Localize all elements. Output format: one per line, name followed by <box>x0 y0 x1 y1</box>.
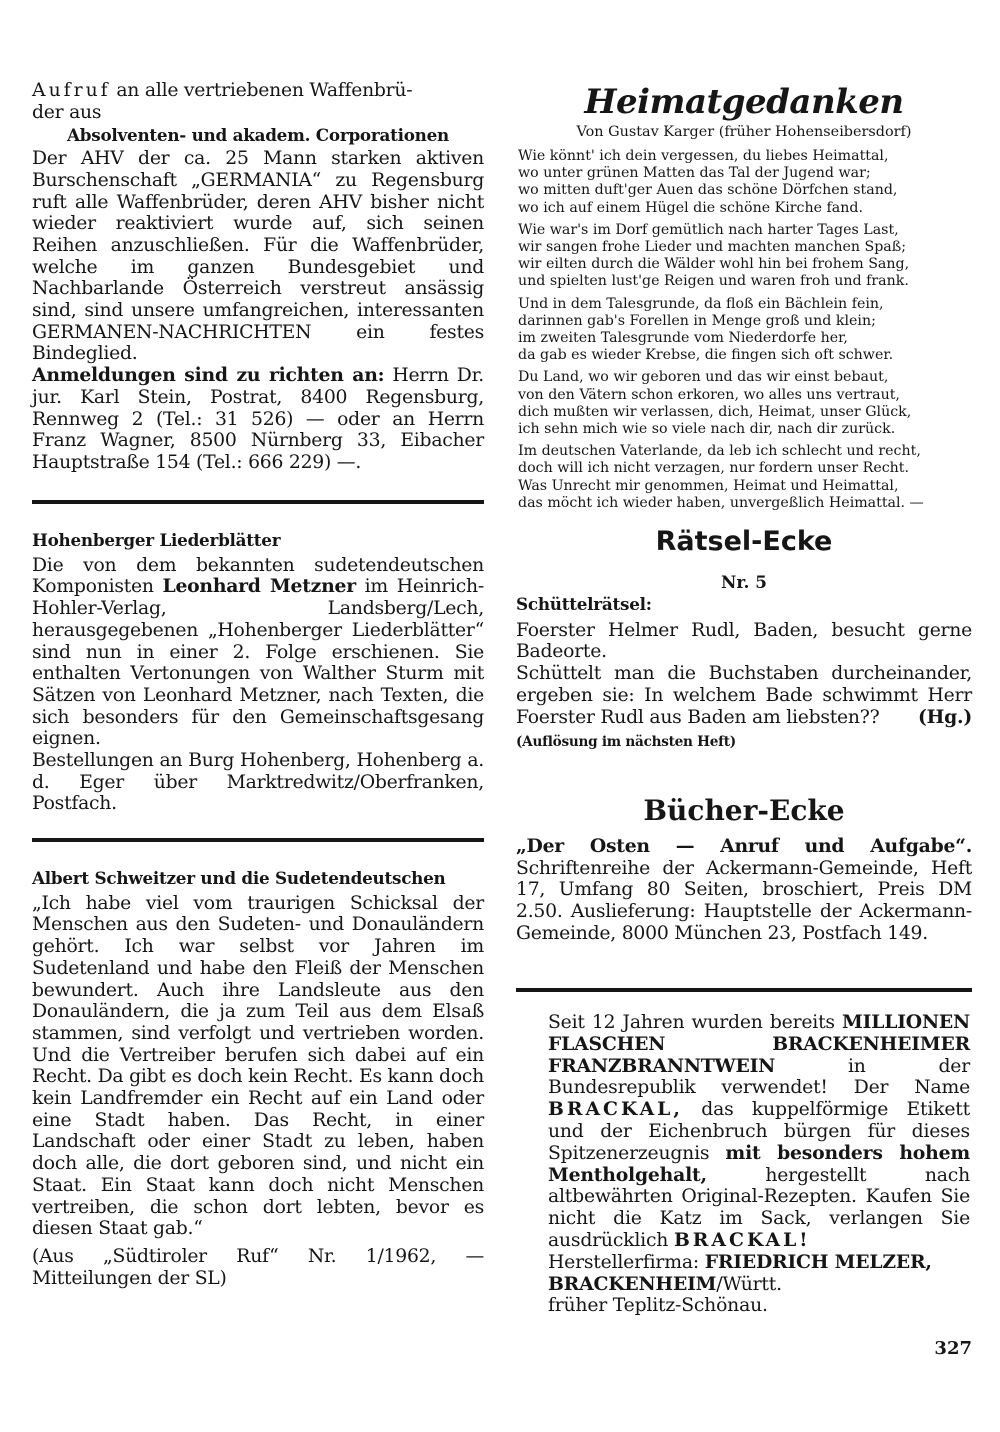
poem-line: wo ich auf einem Hügel die schöne Kirche fand. <box>518 199 863 216</box>
poem-line: ich sehn mich wie so viele nach dir, nach dir zurück. <box>518 421 896 438</box>
ad-brand-call: BRACKAL! <box>673 1228 811 1251</box>
schweitzer-article <box>32 868 484 1289</box>
brackal-advertisement <box>548 1012 970 1317</box>
poem-line: von den Vätern schon erkoren, wo alles uns vertraut, <box>518 386 900 403</box>
poem-line: im zweiten Talesgrunde vom Niederdorfe her, <box>518 330 848 347</box>
poem-body <box>518 148 972 517</box>
ad-text-2: in der Bundesrepublik verwendet! Der Name <box>548 1055 970 1099</box>
aufruf-lead: Aufruf <box>32 80 111 101</box>
poem-title: Heimatgedanken <box>584 82 904 122</box>
ad-product-name: MILLIONEN FLASCHEN BRACKENHEIMER FRANZBRANNTWEIN <box>548 1011 970 1077</box>
raetsel-solution: (Auflösung im nächsten Heft) <box>516 734 736 751</box>
poem-line: darinnen gab's Forellen in Menge groß und klein; <box>518 312 876 329</box>
schweitzer-quote: „Ich habe viel vom traurigen Schicksal der Menschen aus den Sudeten- und Donauländern gehört. Ich war selbst vor Jahren im Sudetenland und habe den Fleiß der Menschen bewundert. Auch ihre Landsleute aus den Donauländern, die ja zum Teil aus dem Elsaß stammen, sind verfolgt und vertrieben worden. Und die Vertreiber berufen sich dabei auf ein Recht. Da gibt es doch kein Recht. Es kann doch kein Landfremder ein Recht auf ein Land oder eine Stadt haben. Das Recht, in einer Landschaft oder einer Stadt zu leben, haben doch alle, die dort geboren sind, und nicht ein Staat. Ein Staat kann doch nicht Menschen vertreiben, die schon dort lebten, bevor es diesen Staat gab.“ <box>32 892 484 1240</box>
poem-line: Und in dem Talesgrunde, da floß ein Bächlein fein, <box>518 295 884 312</box>
ad-former-location: früher Teplitz-Schönau. <box>548 1295 768 1317</box>
book-description: Schriftenreihe der Ackermann-Gemeinde, Heft 17, Umfang 80 Seiten, broschiert, Preis DM 2.50. Auslieferung: Hauptstelle der Ackermann-Gemeinde, 8000 München 23, Postfach 149. <box>516 857 972 944</box>
aufruf-contact-text: Herrn Dr. jur. Karl Stein, Postrat, 8400 Regensburg, Rennweg 2 (Tel.: 31 526) — oder an Herrn Franz Wagner, 8500 Nürnberg 33, Eibacher Hauptstraße 154 (Tel.: 666 229) —. <box>32 365 484 473</box>
poem-line: wir sangen frohe Lieder und machten manchen Spaß; <box>518 239 907 256</box>
ad-maker-label: Herstellerfirma: <box>548 1251 705 1273</box>
lieder-order: Bestellungen an Burg Hohenberg, Hohenberg a. d. Eger über Marktredwitz/Oberfranken, Postfach. <box>32 750 484 815</box>
lieder-text-pre: Die von dem bekannten sudetendeutschen Komponisten <box>32 554 484 598</box>
raetsel-sign: (Hg.) <box>918 705 972 728</box>
poem-line: wo mitten duft'ger Auen das schöne Dörfchen stand, <box>518 182 898 199</box>
divider-rule <box>516 988 972 992</box>
poem-author: Von Gustav Karger (früher Hohenseibersdorf) <box>576 124 912 140</box>
lieder-composer: Leonhard Metzner <box>162 575 356 598</box>
poem-line: dich mußten wir verlassen, dich, Heimat, unser Glück, <box>518 403 912 420</box>
poem-line: und spielten lust'ge Reigen und waren froh und frank. <box>518 273 909 290</box>
poem-line: Im deutschen Vaterlande, da leb ich schlecht und recht, <box>518 443 921 460</box>
ad-text-1: Seit 12 Jahren wurden bereits <box>548 1012 843 1033</box>
lieder-heading: Hohenberger Liederblätter <box>32 530 281 550</box>
poem-stanza <box>518 369 972 438</box>
poem-line: das möcht ich wieder haben, unvergeßlich Heimattal. — <box>518 494 924 511</box>
aufruf-article <box>32 80 484 474</box>
lieder-article <box>32 530 484 815</box>
ad-text-3: das kuppelförmige Etikett und der Eichenbruch bürgen für dieses Spitzenerzeugnis <box>548 1099 970 1164</box>
ad-maker-name: FRIEDRICH MELZER, BRACKENHEIM <box>548 1250 932 1295</box>
raetsel-article <box>516 594 972 751</box>
poem-stanza <box>518 222 972 291</box>
ad-maker-location: /Württ. <box>716 1273 782 1295</box>
ad-text-4: hergestellt nach altbewährten Original-Rezepten. Kaufen Sie nicht die Katz im Sack, verlangen Sie ausdrücklich <box>548 1164 970 1251</box>
ad-menthol-claim: mit besonders hohem Mentholgehalt, <box>548 1141 970 1186</box>
page-number: 327 <box>934 1338 972 1359</box>
book-title: „Der Osten — Anruf und Aufgabe“. <box>516 835 972 857</box>
poem-line: wir eilten durch die Wälder wohl hin bei frohem Sang, <box>518 256 910 273</box>
divider-rule <box>32 838 484 842</box>
poem-line: doch will ich nicht verzagen, nur fordern unser Recht. <box>518 460 910 477</box>
poem-stanza <box>518 443 972 512</box>
schweitzer-source: (Aus „Südtiroler Ruf“ Nr. 1/1962, — Mitteilungen der SL) <box>32 1245 484 1289</box>
poem-stanza <box>518 296 972 365</box>
aufruf-contact-label: Anmeldungen sind zu richten an: <box>32 364 385 387</box>
ad-brand-name: BRACKAL, <box>548 1098 683 1121</box>
buecher-title: Bücher-Ecke <box>643 794 845 827</box>
poem-line: wo unter grünen Matten das Tal der Jugend war; <box>518 165 871 182</box>
buecher-article <box>516 836 972 945</box>
poem-line: Was Unrecht mir genommen, Heimat und Heimattal, <box>518 477 899 494</box>
poem-stanza <box>518 148 972 217</box>
raetsel-text2: Schüttelt man die Buchstaben durcheinander, ergeben sie: In welchem Bade schwimmt Herr Foerster Rudl aus Baden am liebsten?? <box>516 663 972 728</box>
poem-line: da gab es wieder Krebse, die fingen sich oft schwer. <box>518 347 894 364</box>
schweitzer-heading: Albert Schweitzer und die Sudetendeutschen <box>32 868 446 888</box>
aufruf-lead-rest: an alle vertriebenen Waffenbrü- <box>110 80 413 101</box>
raetsel-text1: Foerster Helmer Rudl, Baden, besucht gerne Badeorte. <box>516 619 972 663</box>
aufruf-line2: der aus <box>32 101 102 123</box>
raetsel-label: Schüttelrätsel: <box>516 594 652 614</box>
lieder-text-post: im Heinrich-Hohler-Verlag, Landsberg/Lech, herausgegebenen „Hohenberger Liederblätter“ sind nun in einer 2. Folge erschienen. Sie enthalten Vertonungen von Walther Sturm mit Sätzen von Leonhard Metzner, nach Texten, die sich besonders für den Gemeinschaftsgesang eignen. <box>32 576 484 750</box>
aufruf-heading: Absolventen- und akadem. Corporationen <box>67 125 449 146</box>
poem-line: Du Land, wo wir geboren und das wir einst bebaut, <box>518 369 889 386</box>
poem-line: Wie war's im Dorf gemütlich nach harter Tages Last, <box>518 221 899 238</box>
raetsel-title: Rätsel-Ecke <box>655 526 833 557</box>
raetsel-number: Nr. 5 <box>720 572 767 592</box>
poem-line: Wie könnt' ich dein vergessen, du liebes Heimattal, <box>518 148 889 164</box>
aufruf-text: Der AHV der ca. 25 Mann starken aktiven Burschenschaft „GERMANIA“ zu Regensburg ruft alle Waffenbrüder, deren AHV bisher nicht wieder reaktiviert wurde auf, sich seinen Reihen anzuschließen. Für die Waffenbrüder, welche im ganzen Bundesgebiet und Nachbarlande Österreich verstreut ansässig sind, sind unsere umfangreichen, interessanten GERMANEN-NACHRICHTEN ein festes Bindeglied. <box>32 148 484 365</box>
divider-rule <box>32 500 484 504</box>
